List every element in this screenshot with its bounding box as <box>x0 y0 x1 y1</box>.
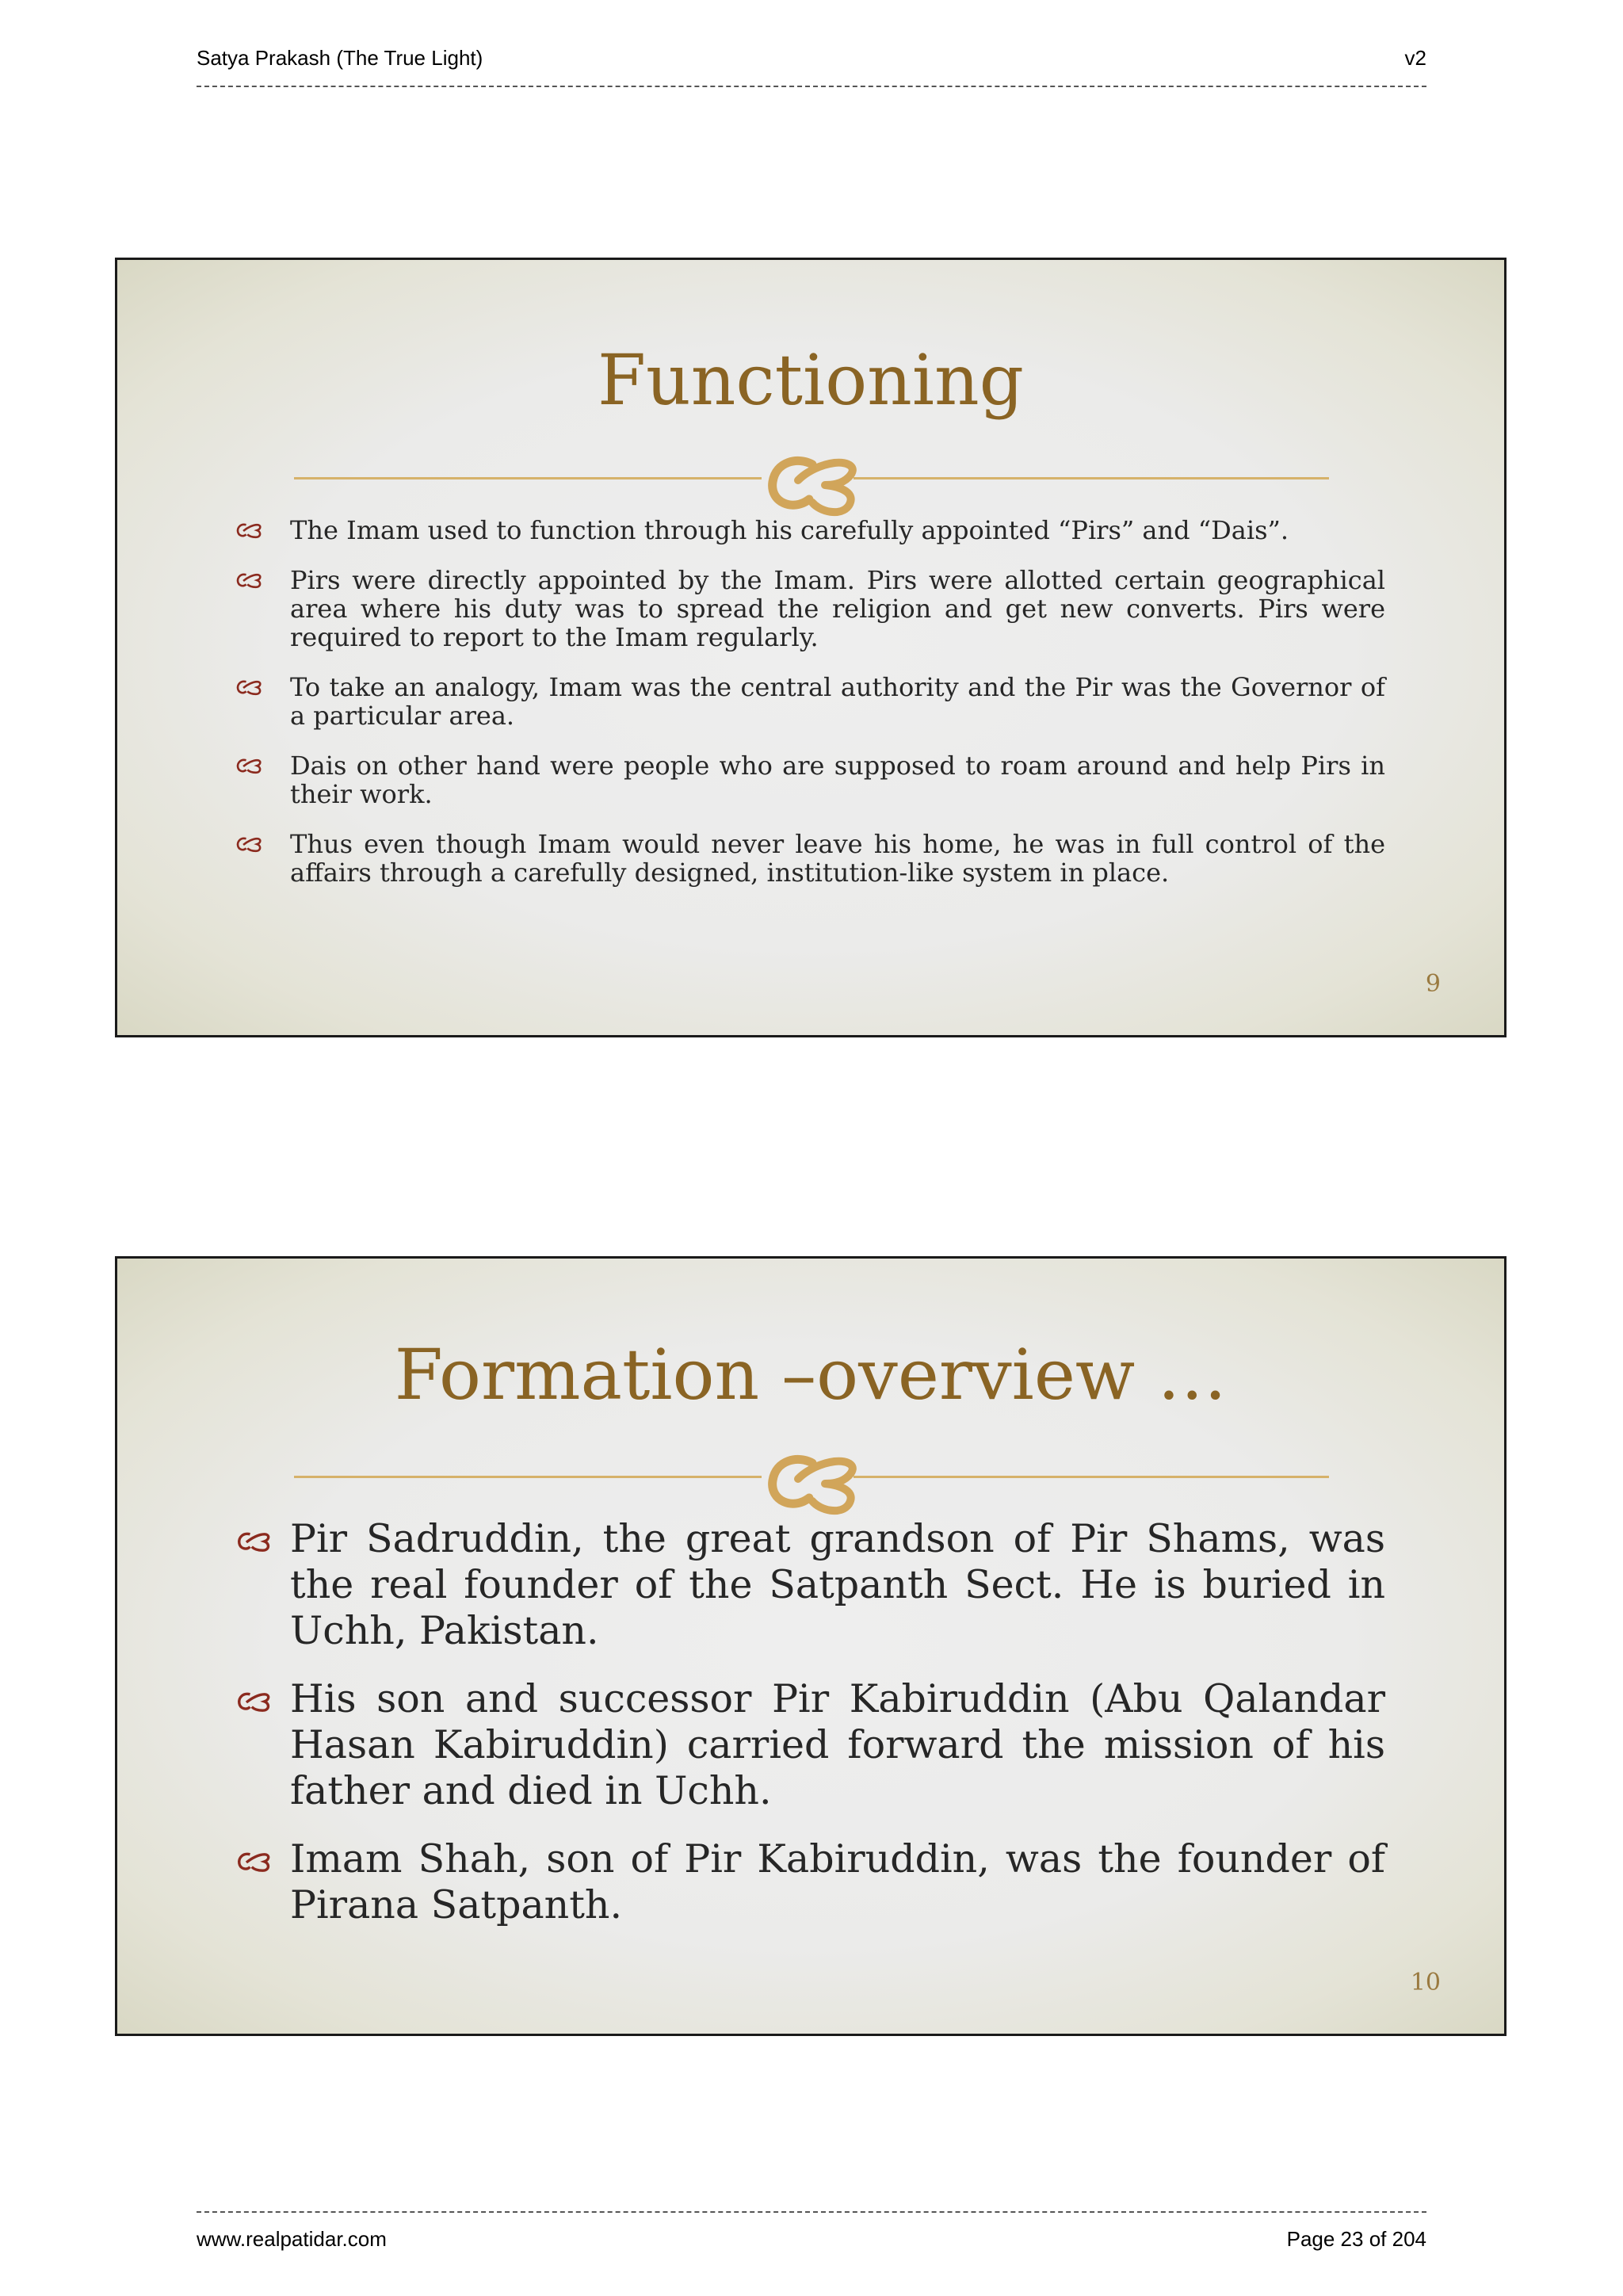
list-item: To take an analogy, Imam was the central authority and the Pir was the Governor of a particular area. <box>235 673 1506 730</box>
slide-title: Functioning <box>597 339 1024 421</box>
page-header <box>197 46 1426 78</box>
slide-number: 9 <box>1425 970 1441 998</box>
header-divider <box>197 86 1426 87</box>
list-item: His son and successor Pir Kabiruddin (Abu Qalandar Hasan Kabiruddin) carried forward the mission of his father and died in Uchh. <box>235 1676 1506 1814</box>
divider-line-left <box>294 1476 762 1478</box>
slide-number: 10 <box>1410 1969 1441 1996</box>
bullet-icon <box>235 1849 273 1876</box>
footer-divider <box>197 2211 1426 2213</box>
list-item: Thus even though Imam would never leave his home, he was in full control of the affairs through a carefully designed, institution-like system in place. <box>235 830 1506 887</box>
list-item: Pir Sadruddin, the great grandson of Pir Shams, was the real founder of the Satpanth Sect. He is buried in Uchh, Pakistan. <box>235 1516 1506 1654</box>
list-item: The Imam used to function through his carefully appointed “Pirs” and “Dais”. <box>235 516 1506 544</box>
bullet-icon <box>235 521 263 541</box>
ornament-icon <box>766 1452 865 1515</box>
bullet-list <box>235 1516 1506 1950</box>
title-divider <box>294 1457 1329 1520</box>
list-item: Imam Shah, son of Pir Kabiruddin, was the founder of Pirana Satpanth. <box>235 1836 1506 1928</box>
list-item: Dais on other hand were people who are supposed to roam around and help Pirs in their work. <box>235 751 1506 808</box>
slide-formation-overview <box>115 1256 1507 2036</box>
slide-title: Formation –overview … <box>394 1334 1228 1415</box>
website-link[interactable]: www.realpatidar.com <box>197 2227 387 2251</box>
divider-line-right <box>854 477 1329 479</box>
title-divider <box>294 458 1329 521</box>
bullet-list <box>235 516 1506 908</box>
bullet-icon <box>235 571 263 591</box>
bullet-icon <box>235 835 263 855</box>
divider-line-right <box>854 1476 1329 1478</box>
divider-line-left <box>294 477 762 479</box>
bullet-icon <box>235 1689 273 1716</box>
page-footer <box>197 2227 1426 2259</box>
bullet-icon <box>235 1529 273 1556</box>
document-title: Satya Prakash (The True Light) <box>197 46 483 70</box>
bullet-icon <box>235 678 263 698</box>
page-number: Page 23 of 204 <box>1286 2227 1426 2251</box>
slide-functioning <box>115 258 1507 1037</box>
list-item: Pirs were directly appointed by the Imam. Pirs were allotted certain geographical area where his duty was to spread the religion and get new converts. Pirs were required to report to the Imam regularly. <box>235 566 1506 651</box>
bullet-icon <box>235 756 263 777</box>
ornament-icon <box>766 453 865 517</box>
document-version: v2 <box>1404 46 1426 70</box>
